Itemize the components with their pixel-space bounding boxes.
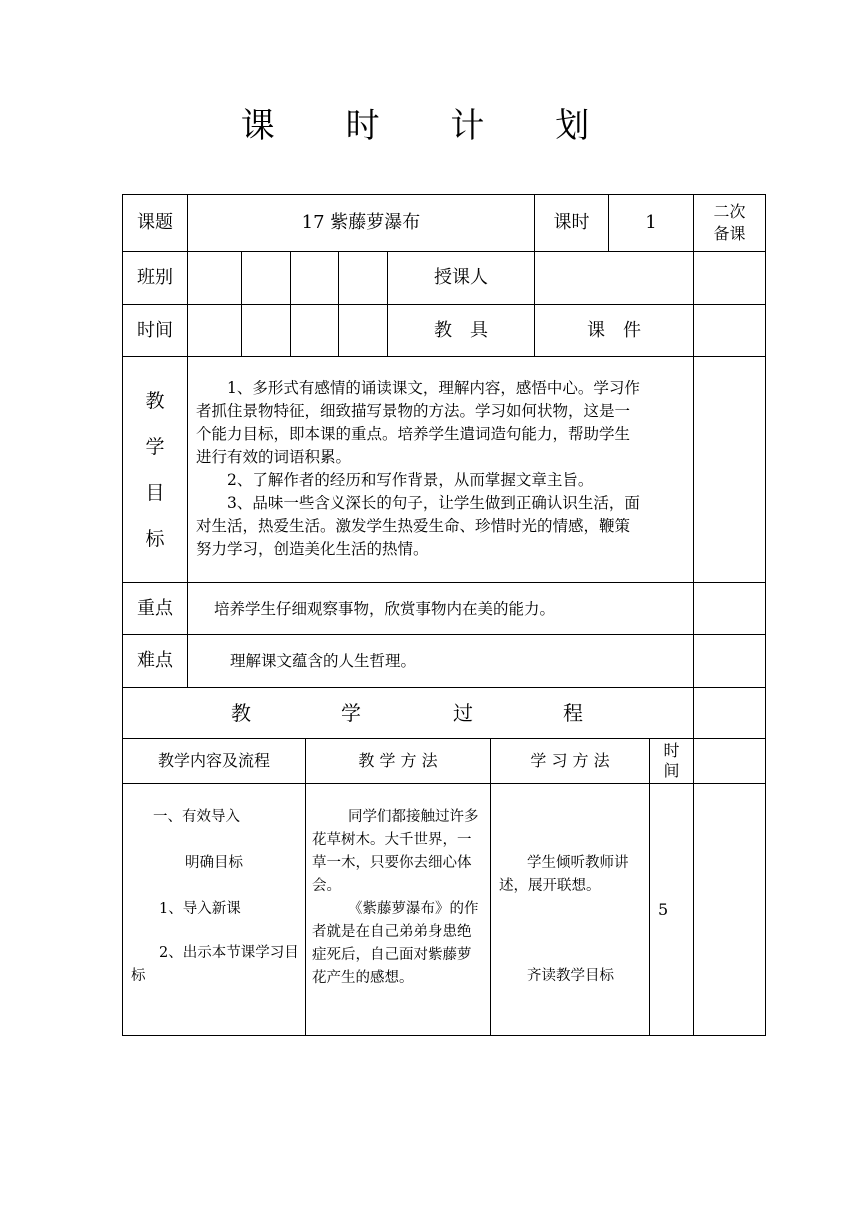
time-cell-3 — [290, 304, 338, 356]
second-prep-label: 二次 备课 — [693, 194, 766, 251]
teacher-label: 授课人 — [387, 251, 534, 304]
step-time-value: 5 — [658, 900, 669, 919]
second-prep-cell — [693, 304, 766, 356]
class-cell-1 — [187, 251, 241, 304]
hours-label: 课时 — [534, 194, 608, 251]
time-cell-2 — [241, 304, 290, 356]
second-prep-cell — [693, 738, 766, 783]
step-learning-line: 齐读教学目标 — [527, 968, 614, 984]
content-column-header: 教学内容及流程 — [122, 738, 305, 783]
class-label: 班别 — [122, 251, 187, 304]
difficulty-label: 难点 — [122, 634, 187, 687]
time-column-header: 时 间 — [649, 738, 693, 783]
objectives-text: 1、多形式有感情的诵读课文，理解内容，感悟中心。学习作 者抓住景物特征，细致描写景物的方法。学习如何状物，这是一 个能力目标，即本课的重点。培养学生遣词造句能力，帮助学生 进行有效的词语积累。 2、了解作者的经历和写作背景，从而掌握文章主旨。 3、品味一些含义深长的句子，让学生做到正确认识生活，面 对生活，热爱生活。激发学生热爱生命、珍惜时光的情感，鞭策 努力学习，创造美化生活的热情。 — [196, 379, 640, 558]
step-content-line: 明确目标 — [185, 855, 243, 871]
topic-label: 课题 — [122, 194, 187, 251]
class-cell-3 — [290, 251, 338, 304]
class-cell-4 — [338, 251, 387, 304]
step-content-line: 1、导入新课 — [159, 901, 241, 917]
tools-label: 教 具 — [387, 304, 534, 356]
second-prep-cell — [693, 687, 766, 738]
second-prep-cell — [693, 251, 766, 304]
objectives-label: 教 学 目 标 — [122, 356, 187, 582]
objectives-cell — [187, 356, 693, 582]
time-label: 时间 — [122, 304, 187, 356]
second-prep-cell — [693, 634, 766, 687]
teacher-value — [534, 251, 693, 304]
second-prep-cell — [693, 783, 766, 1036]
learning-column-header: 学 习 方 法 — [490, 738, 649, 783]
topic-value: 17 紫藤萝瀑布 — [187, 194, 534, 251]
step-learning-cell — [490, 783, 649, 1036]
difficulty-text: 理解课文蕴含的人生哲理。 — [187, 634, 693, 687]
step-content-line: 标 — [131, 968, 146, 984]
step-content-line: 2、出示本节课学习目 — [159, 945, 299, 961]
time-cell-4 — [338, 304, 387, 356]
step-method-cell — [305, 783, 490, 1036]
page-title: 课 时 计 划 — [240, 106, 620, 146]
second-prep-cell — [693, 356, 766, 582]
key-point-text: 培养学生仔细观察事物，欣赏事物内在美的能力。 — [187, 582, 693, 634]
step-time-cell — [649, 783, 693, 1036]
class-cell-2 — [241, 251, 290, 304]
key-point-label: 重点 — [122, 582, 187, 634]
step-content-cell — [122, 783, 305, 1036]
second-prep-cell — [693, 582, 766, 634]
method-column-header: 教 学 方 法 — [305, 738, 490, 783]
hours-value: 1 — [608, 194, 693, 251]
process-header: 教 学 过 程 — [122, 687, 693, 738]
courseware-label: 课 件 — [534, 304, 693, 356]
step-method-text: 同学们都接触过许多 花草树木。大千世界，一 草一木，只要你去细心体 会。 《紫藤萝瀑布》的作 者就是在自己弟弟身患绝 症死后，自己面对紫藤萝 花产生的感想。 — [312, 809, 479, 986]
step-learning-text: 学生倾听教师讲 述，展开联想。 — [499, 855, 629, 894]
time-cell-1 — [187, 304, 241, 356]
step-content-line: 一、有效导入 — [153, 809, 240, 825]
